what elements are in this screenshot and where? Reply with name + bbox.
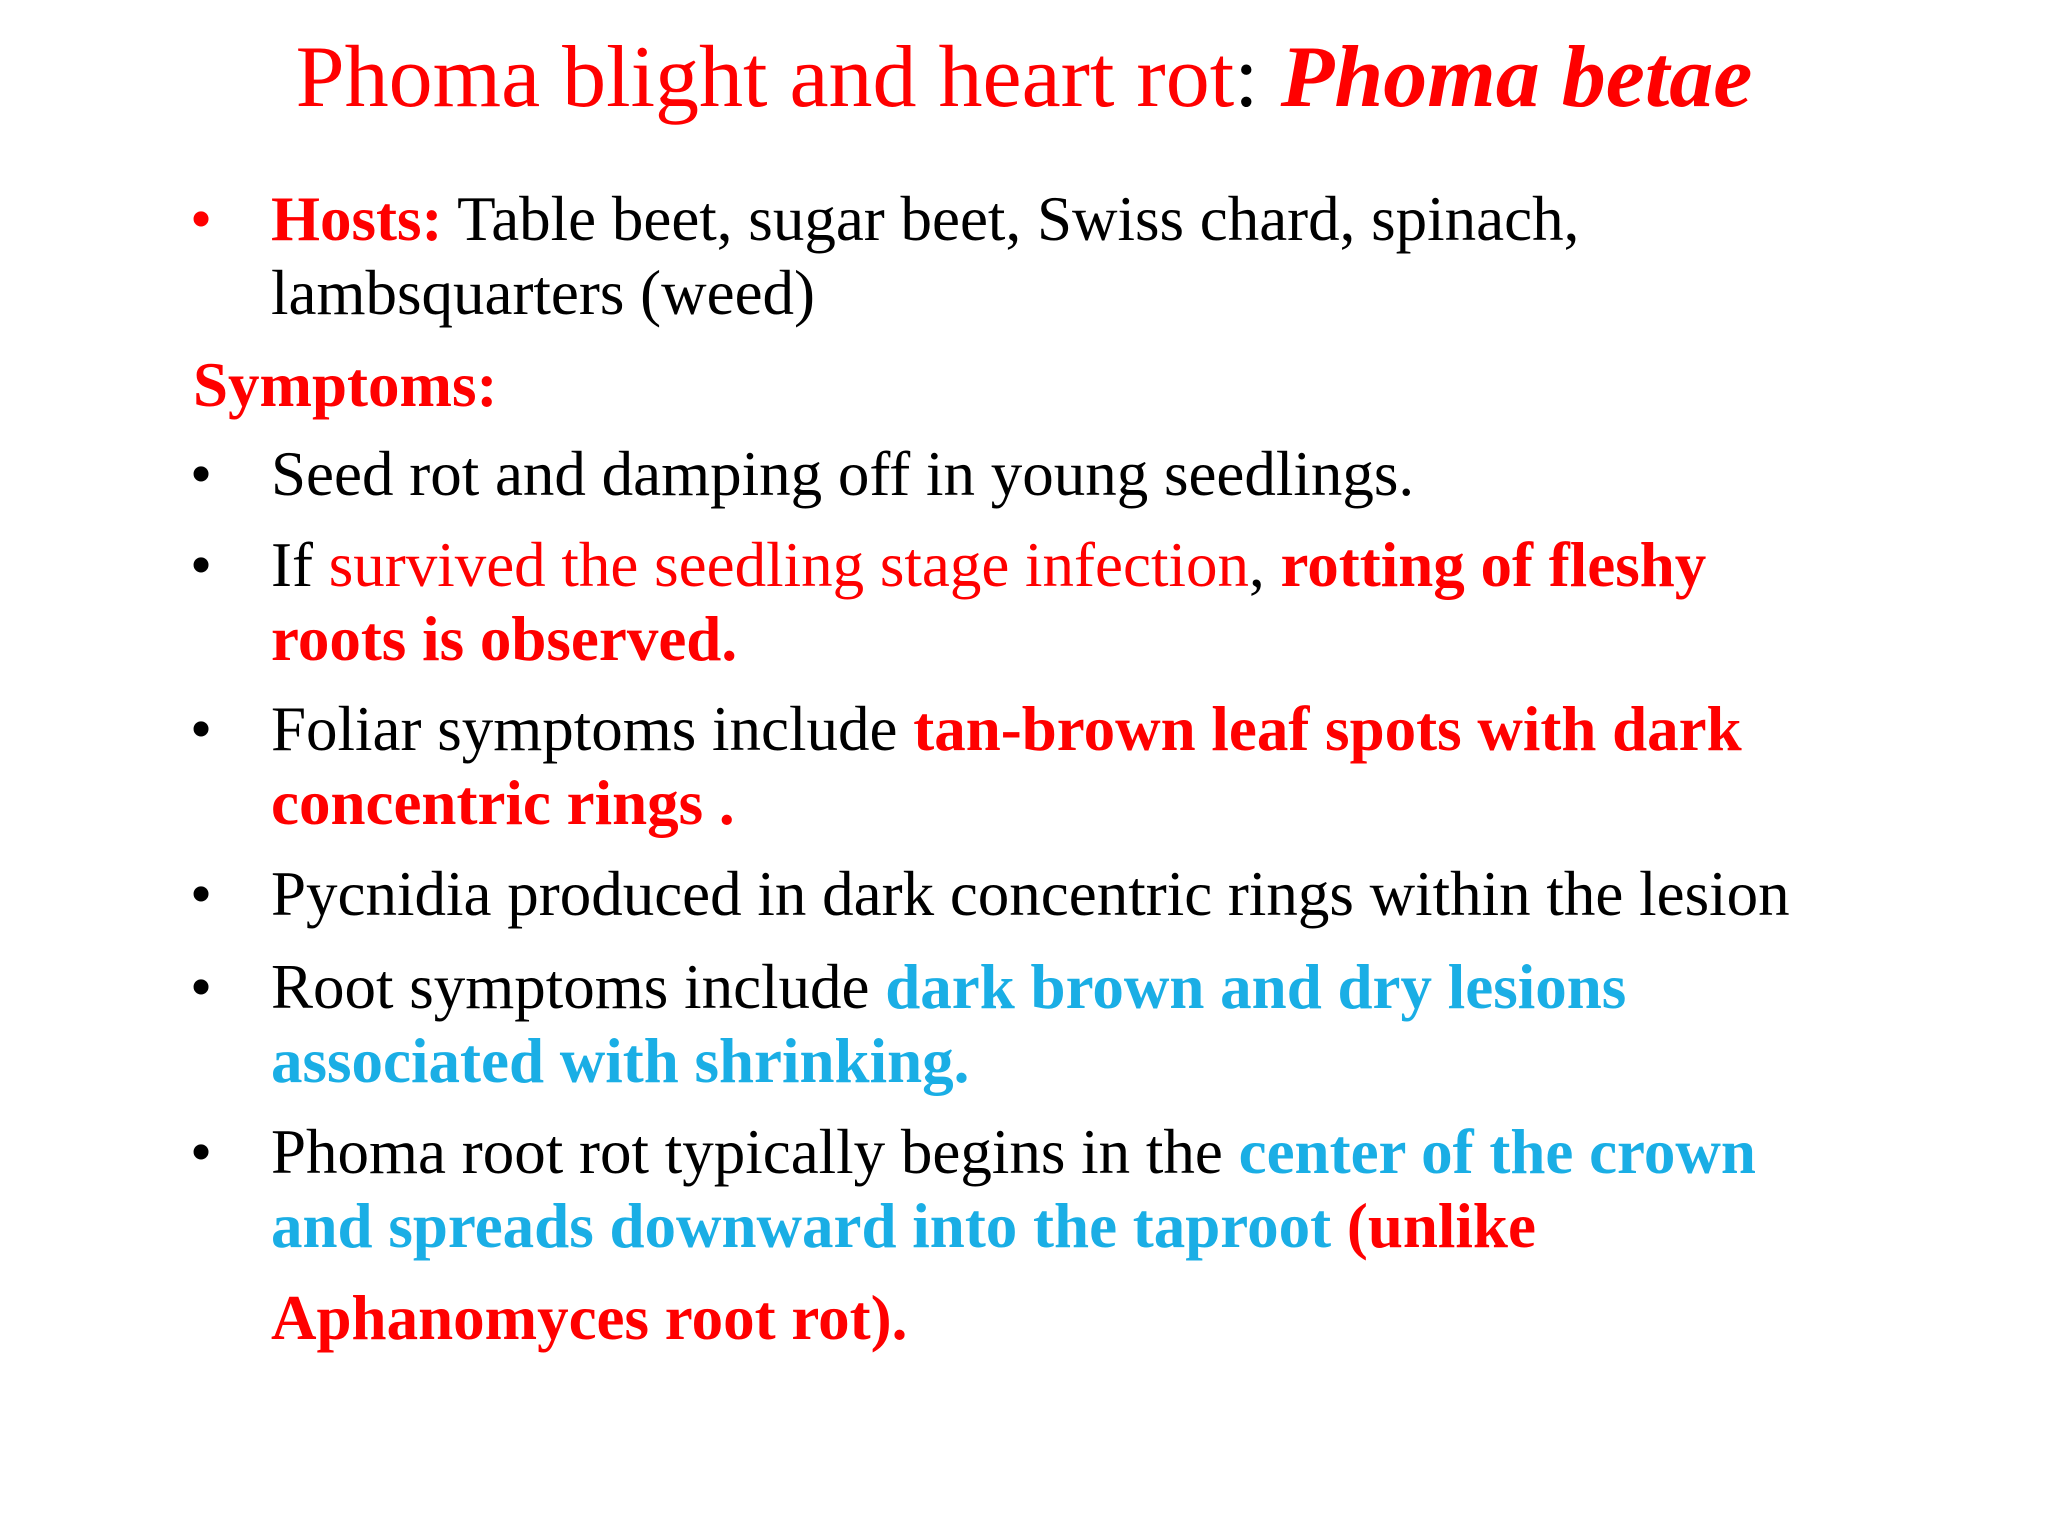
bullet-icon: •: [190, 184, 213, 254]
item-emphasis-red-line3: Aphanomyces root rot).: [271, 1283, 908, 1353]
item-emphasis-blue: center of the crown: [1238, 1117, 1756, 1187]
item-emphasis-blue-line2: and spreads downward into the taproot: [271, 1191, 1332, 1261]
list-item-text: [271, 950, 1951, 1098]
list-item-text: [271, 528, 1951, 676]
item-text: Pycnidia produced in dark concentric rings within the lesion: [271, 859, 1790, 929]
item-text: ,: [1248, 530, 1281, 600]
title-species: Phoma betae: [1280, 29, 1753, 126]
list-item-text: [271, 857, 1951, 931]
item-text: If: [271, 530, 329, 600]
item-text: Phoma root rot typically begins in the: [271, 1117, 1239, 1187]
symptoms-heading: Symptoms:: [193, 350, 498, 420]
list-item-text: [271, 1115, 1951, 1355]
bullet-icon: •: [190, 530, 213, 600]
list-item-text: [271, 692, 1951, 840]
item-text: Foliar symptoms include: [271, 694, 914, 764]
item-emphasis-blue: dark brown and dry lesions: [885, 952, 1627, 1022]
hosts-text: [271, 182, 1951, 330]
bullet-icon: •: [190, 439, 213, 509]
hosts-list-line2: lambsquarters (weed): [271, 258, 816, 328]
item-emphasis-blue-line2: associated with shrinking.: [271, 1026, 970, 1096]
bullet-icon: •: [190, 1117, 213, 1187]
bullet-icon: •: [190, 952, 213, 1022]
list-item-text: [271, 437, 1951, 511]
item-emphasis: tan-brown leaf spots with dark: [913, 694, 1742, 764]
item-text: Seed rot and damping off in young seedlings.: [271, 439, 1415, 509]
hosts-label: Hosts:: [271, 184, 443, 254]
bullet-icon: •: [190, 859, 213, 929]
title-main: Phoma blight and heart rot: [295, 29, 1235, 126]
item-emphasis-line2: concentric rings .: [271, 768, 735, 838]
item-highlight: survived the seedling stage infection: [328, 530, 1249, 600]
item-text: Root symptoms include: [271, 952, 886, 1022]
hosts-list: Table beet, sugar beet, Swiss chard, spinach,: [442, 184, 1580, 254]
item-emphasis: rotting of fleshy: [1280, 530, 1707, 600]
slide-title: [0, 18, 2048, 138]
item-line3: [271, 1281, 1951, 1355]
item-emphasis-red: (unlike: [1331, 1191, 1536, 1261]
item-emphasis-line2: roots is observed.: [271, 604, 738, 674]
bullet-icon: •: [190, 694, 213, 764]
title-colon: :: [1234, 29, 1281, 126]
